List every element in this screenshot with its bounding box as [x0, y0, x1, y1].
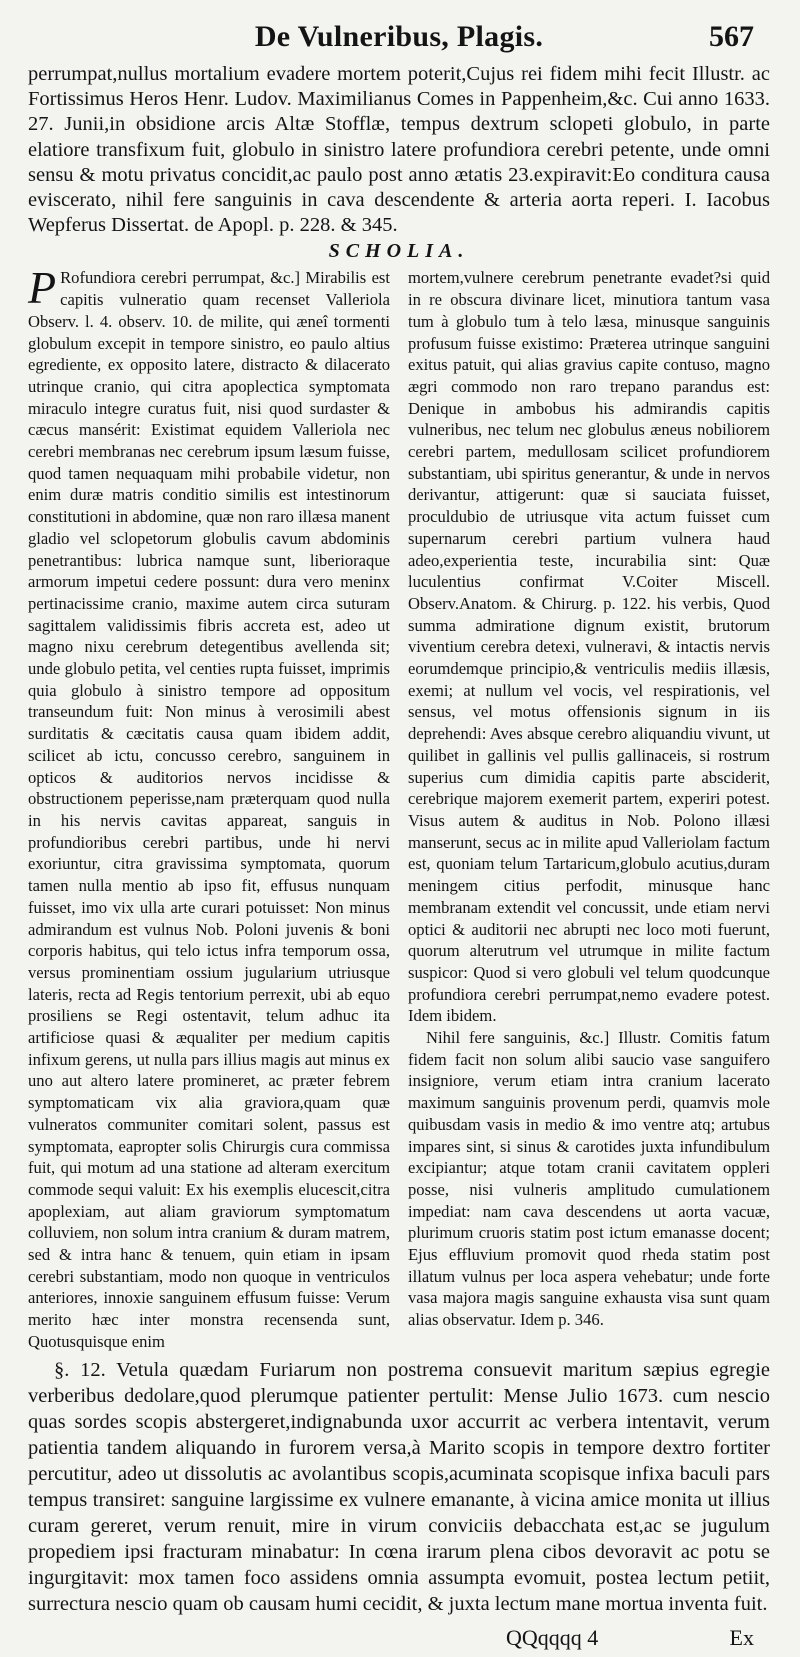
intro-paragraph: [28, 62, 770, 238]
intro-text: perrumpat,nullus mortalium evadere mortem poterit,Cujus rei fidem mihi fecit Illustr. ac Fortissimus Heros Henr. Ludov. Maximilianus Comes in Pappenheim,&c. Cui anno 1633. 27. Junii,in obsidione arcis Altæ Stofflæ, tempus dextrum sclopeti globulo, in parte elatiore transfixum fuit, globulo in sinistro latere profundiora cerebri petente, unde omni sensu & motu privatus concidit,ac paulo post anno ætatis 23.expiravit:Eo conditura causa eviscerato, nihil fere sanguinis in cava descendente & arteria aorta reperi. I. Iacobus Wepferus Dissertat. de Apopl. p. 228. & 345.: [28, 63, 770, 237]
right-column-text-1: mortem,vulnere cerebrum penetrante evadet?si quid in re obscura divinare licet, minutiora tantum vasa tum à globulo tum à telo læsa, minusque sanguinis profusum fuisse existimo: Præterea utrinque sanguini exitus patuit, qui alias gravius capite contuso, magno ægri commodo non raro trepano parandus est: Denique in ambobus his admirandis capitis vulneribus, nec telum nec globulus æneus nobiliorem cerebri partem, medullosam scilicet profundiorem substantiam, ubi spiritus generantur, & unde in nervos derivantur, attigerunt: quæ si sauciata fuisset, proculdubio de utriusque vita actum fuisset cum supernarum cerebri partium vulnera haud adeo,experientia teste, incurabilia sint: Quæ luculentius confirmat V.Coiter Miscell. Observ.Anatom. & Chirurg. p. 122. his verbis, Quod summa admiratione dignum existit, brutorum viventium cerebra detexi, vulneravi, & intactis nervis eorumdemque principio,& ventriculis mediis illæsis, exemi; at nullum vel vocis, vel respirationis, vel sensus, vel motus offensionis signum in iis deprehendi: Aves absque cerebro aliquandiu vivunt, ut quilibet in gallinis vel pullis gallinaceis, si rostrum superius cum dimidia capitis parte absciderit, cerebrique majorem exemerit partem, experiri potest. Visus autem & auditus in Nob. Polono illæsi manserunt, secus ac in milite apud Valleriolam factum est, quoniam telum Tartaricum,globulo acutius,duram meningem citius perfodit, minusque hanc membranam extendit vel concussit, unde etiam nervi optici & auditorii nec abrupti nec loco moti fuerunt, quorum alterutrum vel utrumque in milite factum suspicor: Quod si vero globuli vel telum quodcunque profundiora cerebri perrumpat,nemo evadere potest. Idem ibidem.: [408, 268, 770, 1026]
page-footer: [28, 1623, 770, 1657]
left-column-body: Rofundiora cerebri perrumpat, &c.] Mirabilis est capitis vulneratio quam recenset Valleriola Observ. l. 4. observ. 10. de milite, qui æneî tormenti globulum excepit in tempore sinistro, eo paulo altius egrediente, ex opposito latere, distracto & dilacerato utrinque cranio, qui citra apoplectica symptomata miraculo integre curatus fuit, nisi quod surdaster & cæcus mansérit: Existimat equidem Valleriola nec cerebri membranas nec cerebrum ipsum læsum fuisse, quod tamen nequaquam mihi probabile videtur, non enim duræ matris conditio similis est intestinorum constitutioni in abdomine, quæ non raro illæsa manent gladio vel sclopetorum globulis cavum abdominis penetrantibus: lubrica namque sunt, liberioraque armorum impetui cedere possunt: dura vero meninx pertinacissime cranio, maxime autem circa suturam sagittalem validissimis fibris accreta est, adeo ut magno nixu cerebrum detegentibus avellenda sit; unde globulo petita, vel centies rupta fuisset, imprimis quia globulo à sinistro tempore ad oppositum transeundum fuit: Non minus à verosimili abest surditatis & cæcitatis causa quam ibidem addit, scilicet ab ictu, concusso cerebro, sanguinem in opticos & auditorios nervos incidisse & obstructionem peperisse,nam præterquam quod nulla in his nervis cavitas appareat, sanguis in profundioribus cerebri partibus, unde hi nervi exoriuntur, citra gravissima symptomata, quorum tamen nulla mentio ab ipso fit, effusus nunquam fuisset, imo vix ulla arte curari potuisset: Non minus admirandum est vulnus Nob. Poloni juvenis & boni corporis habitus, qui telo ictus infra temporum ossa, versus prominentiam ossium jugularium utriusque lateris, recta ad Regis tentorium perrexit, ubi ab equo prosiliens se Regi ostentavit, telum adhuc ita artificiose quasi & æqualiter per medium capitis infixum gerens, ut nulla pars illius magis aut minus ex uno aut altero latere promineret, ac præter febrem symptomaticam vix alia graviora,quam quæ vulneratos communiter comitari solent, passus est symptomata, eapropter solis Chirurgis cura commissa fuit, qui motum ad una statione ad alteram exercitum commode sequi valuit: Ex his exemplis elucescit,citra apoplexiam, aut aliam graviorum symptomatum colluviem, non solum intra cranium & duram matrem, sed & intra hanc & tenuem, quin etiam in ipsam cerebri substantiam, modo non quoque in ventriculos anteriores, innoxie sanguinem effusum fuisse: Verum merito hæc inter monstra recensenda sunt, Quotusquisque enim: [28, 268, 390, 1351]
signature-mark: QQqqqq 4: [506, 1624, 599, 1650]
running-title: De Vulneribus, Plagis.: [254, 20, 544, 53]
running-header: [28, 18, 770, 58]
scholia-heading: SCHOLIA.: [328, 240, 470, 263]
page-number: 567: [709, 20, 754, 53]
right-column: [408, 267, 770, 1352]
two-column-body: [28, 262, 770, 1352]
catchword: Ex: [729, 1624, 754, 1650]
left-column: [28, 262, 390, 1352]
section-12: [28, 1357, 770, 1617]
drop-cap: P: [28, 262, 57, 314]
section-text: §. 12. Vetula quædam Furiarum non postrema consuevit maritum sæpius egregie verberibus dedolare,quod plerumque patienter pertulit: Mense Julio 1673. cum nescio quas sordes scopis abstergeret,indignabunda uxor accurrit ac verbera intentavit, verum patientia tandem aliquando in furorem versa,à Marito scopis in tempore dextro fortiter percutitur, adeo ut dissolutis ac avolantibus scopis,acuminata scopisque infixa baculi pars tempus transiret: sanguine largissime ex vulnere emanante, à vicina amice monita ut illius curam gereret, verum renuit, mire in virum conviciis debacchata est,ac se jugulum propediem ipsi fracturam minabatur: In cœna irarum plena cibos devoravit ac potu se ingurgitavit: mox tamen foco assidens omnia assumpta evomuit, postea lectum petiit, surrectura nescio quam ob causam humi cecidit, & juxta lectum mane mortua inventa fuit.: [28, 1358, 770, 1615]
right-column-text-2: Nihil fere sanguinis, &c.] Illustr. Comitis fatum fidem facit non solum alibi saucio vase sanguifero insigniore, verum etiam intra cranium lacerato maximum sanguinis provenum perdi, quamvis mole quibusdam vasis in medio & imo ventre atq; artubus impares sint, si sinus & carotides juxta infundibulum excipiantur; atque totam cranii cavitatem oppleri posse, nisi vulneris amplitudo cumulationem impediat: nam cava descendens ut aorta vacuæ, plurimum cruoris statim post ictum emanasse docent; Ejus effluvium promovit quod rheda statim post illatum vulnus per loca aspera vehebatur; unde forte vasa majora magis sanguine exhausta visa sunt quam alias observatur. Idem p. 346.: [408, 1028, 770, 1330]
left-column-text: [28, 262, 390, 1352]
